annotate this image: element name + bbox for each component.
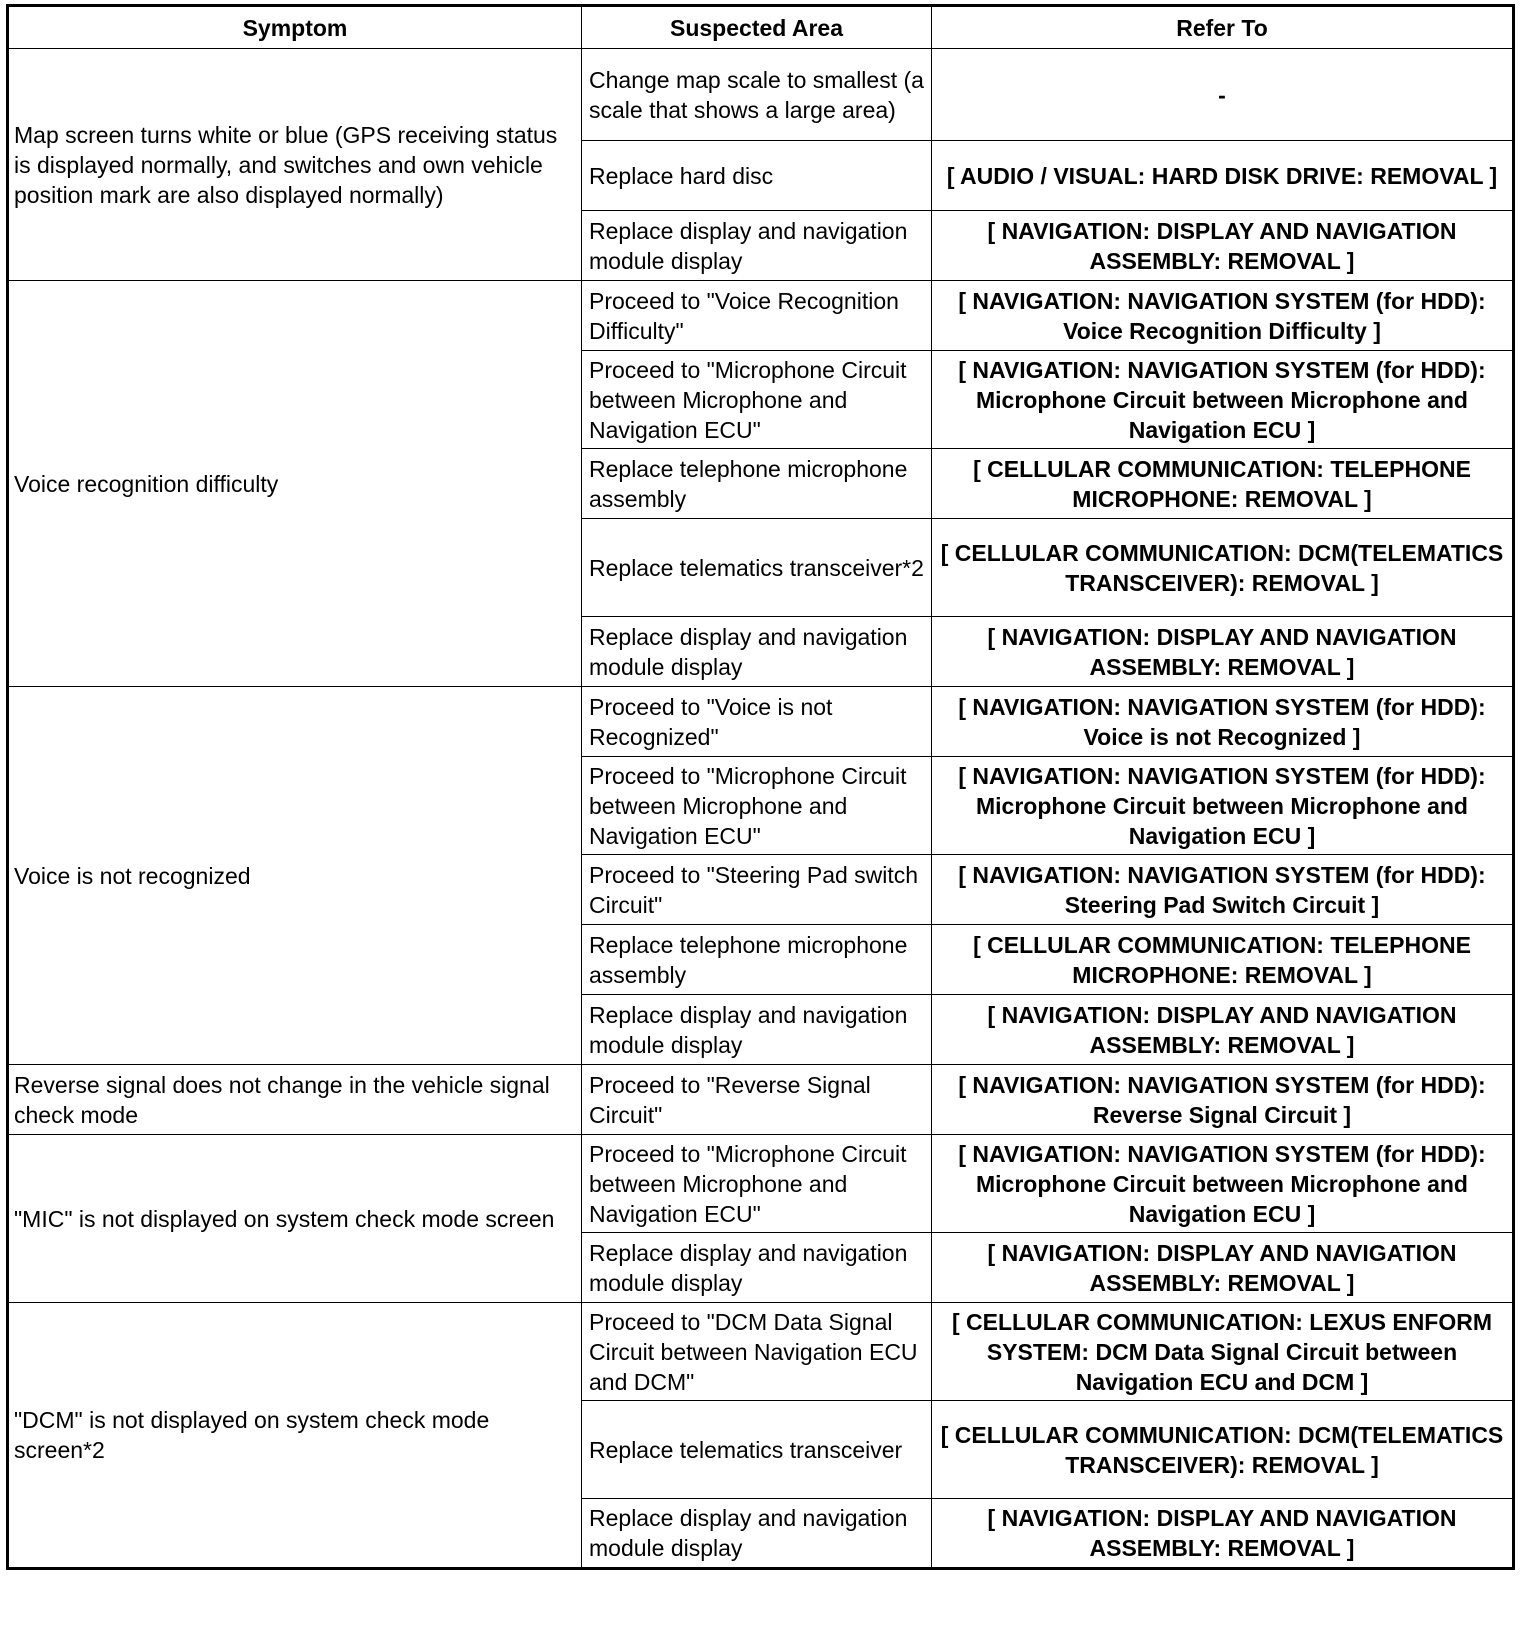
troubleshooting-table [6,4,1515,1570]
suspected-area-cell: Proceed to "Steering Pad switch Circuit" [582,855,932,925]
suspected-area-cell: Replace display and navigation module display [582,617,932,687]
symptom-cell: Map screen turns white or blue (GPS receiving status is displayed normally, and switches and own vehicle position mark are also displayed normally) [8,49,582,281]
table-row [8,49,1514,141]
refer-to-cell: [ CELLULAR COMMUNICATION: TELEPHONE MICROPHONE: REMOVAL ] [932,449,1514,519]
refer-to-cell: [ NAVIGATION: DISPLAY AND NAVIGATION ASSEMBLY: REMOVAL ] [932,995,1514,1065]
refer-to-cell: [ NAVIGATION: NAVIGATION SYSTEM (for HDD): Reverse Signal Circuit ] [932,1065,1514,1135]
refer-to-cell: [ CELLULAR COMMUNICATION: LEXUS ENFORM SYSTEM: DCM Data Signal Circuit between Navigation ECU and DCM ] [932,1303,1514,1401]
refer-to-cell: - [932,49,1514,141]
suspected-area-cell: Proceed to "Voice Recognition Difficulty" [582,281,932,351]
refer-to-cell: [ NAVIGATION: NAVIGATION SYSTEM (for HDD): Steering Pad Switch Circuit ] [932,855,1514,925]
refer-to-cell: [ CELLULAR COMMUNICATION: DCM(TELEMATICS TRANSCEIVER): REMOVAL ] [932,1401,1514,1499]
suspected-area-cell: Replace display and navigation module display [582,995,932,1065]
symptom-cell: "DCM" is not displayed on system check mode screen*2 [8,1303,582,1569]
refer-to-cell: [ CELLULAR COMMUNICATION: DCM(TELEMATICS TRANSCEIVER): REMOVAL ] [932,519,1514,617]
header-symptom: Symptom [8,6,582,49]
header-suspected-area: Suspected Area [582,6,932,49]
refer-to-cell: [ NAVIGATION: DISPLAY AND NAVIGATION ASSEMBLY: REMOVAL ] [932,617,1514,687]
refer-to-cell: [ NAVIGATION: NAVIGATION SYSTEM (for HDD): Voice Recognition Difficulty ] [932,281,1514,351]
refer-to-cell: [ NAVIGATION: NAVIGATION SYSTEM (for HDD): Microphone Circuit between Microphone and Navigation ECU ] [932,351,1514,449]
suspected-area-cell: Replace display and navigation module display [582,1499,932,1569]
suspected-area-cell: Replace display and navigation module display [582,211,932,281]
suspected-area-cell: Proceed to "Microphone Circuit between Microphone and Navigation ECU" [582,757,932,855]
suspected-area-cell: Replace telematics transceiver*2 [582,519,932,617]
table-row [8,281,1514,351]
suspected-area-cell: Proceed to "Microphone Circuit between Microphone and Navigation ECU" [582,351,932,449]
refer-to-cell: [ NAVIGATION: NAVIGATION SYSTEM (for HDD): Microphone Circuit between Microphone and Navigation ECU ] [932,1135,1514,1233]
refer-to-cell: [ NAVIGATION: NAVIGATION SYSTEM (for HDD): Microphone Circuit between Microphone and Navigation ECU ] [932,757,1514,855]
suspected-area-cell: Proceed to "Voice is not Recognized" [582,687,932,757]
table-row [8,1065,1514,1135]
symptom-cell: "MIC" is not displayed on system check mode screen [8,1135,582,1303]
refer-to-cell: [ AUDIO / VISUAL: HARD DISK DRIVE: REMOVAL ] [932,141,1514,211]
table-row [8,687,1514,757]
refer-to-cell: [ CELLULAR COMMUNICATION: TELEPHONE MICROPHONE: REMOVAL ] [932,925,1514,995]
symptom-cell: Reverse signal does not change in the vehicle signal check mode [8,1065,582,1135]
document-page [6,4,1512,1570]
suspected-area-cell: Replace hard disc [582,141,932,211]
header-row [8,6,1514,49]
symptom-cell: Voice recognition difficulty [8,281,582,687]
suspected-area-cell: Replace display and navigation module display [582,1233,932,1303]
table-body [8,49,1514,1569]
refer-to-cell: [ NAVIGATION: DISPLAY AND NAVIGATION ASSEMBLY: REMOVAL ] [932,1499,1514,1569]
suspected-area-cell: Proceed to "DCM Data Signal Circuit between Navigation ECU and DCM" [582,1303,932,1401]
suspected-area-cell: Proceed to "Reverse Signal Circuit" [582,1065,932,1135]
suspected-area-cell: Replace telephone microphone assembly [582,449,932,519]
refer-to-cell: [ NAVIGATION: DISPLAY AND NAVIGATION ASSEMBLY: REMOVAL ] [932,1233,1514,1303]
table-row [8,1303,1514,1401]
suspected-area-cell: Change map scale to smallest (a scale that shows a large area) [582,49,932,141]
suspected-area-cell: Replace telematics transceiver [582,1401,932,1499]
suspected-area-cell: Replace telephone microphone assembly [582,925,932,995]
refer-to-cell: [ NAVIGATION: NAVIGATION SYSTEM (for HDD): Voice is not Recognized ] [932,687,1514,757]
table-row [8,1135,1514,1233]
suspected-area-cell: Proceed to "Microphone Circuit between Microphone and Navigation ECU" [582,1135,932,1233]
header-refer-to: Refer To [932,6,1514,49]
refer-to-cell: [ NAVIGATION: DISPLAY AND NAVIGATION ASSEMBLY: REMOVAL ] [932,211,1514,281]
symptom-cell: Voice is not recognized [8,687,582,1065]
